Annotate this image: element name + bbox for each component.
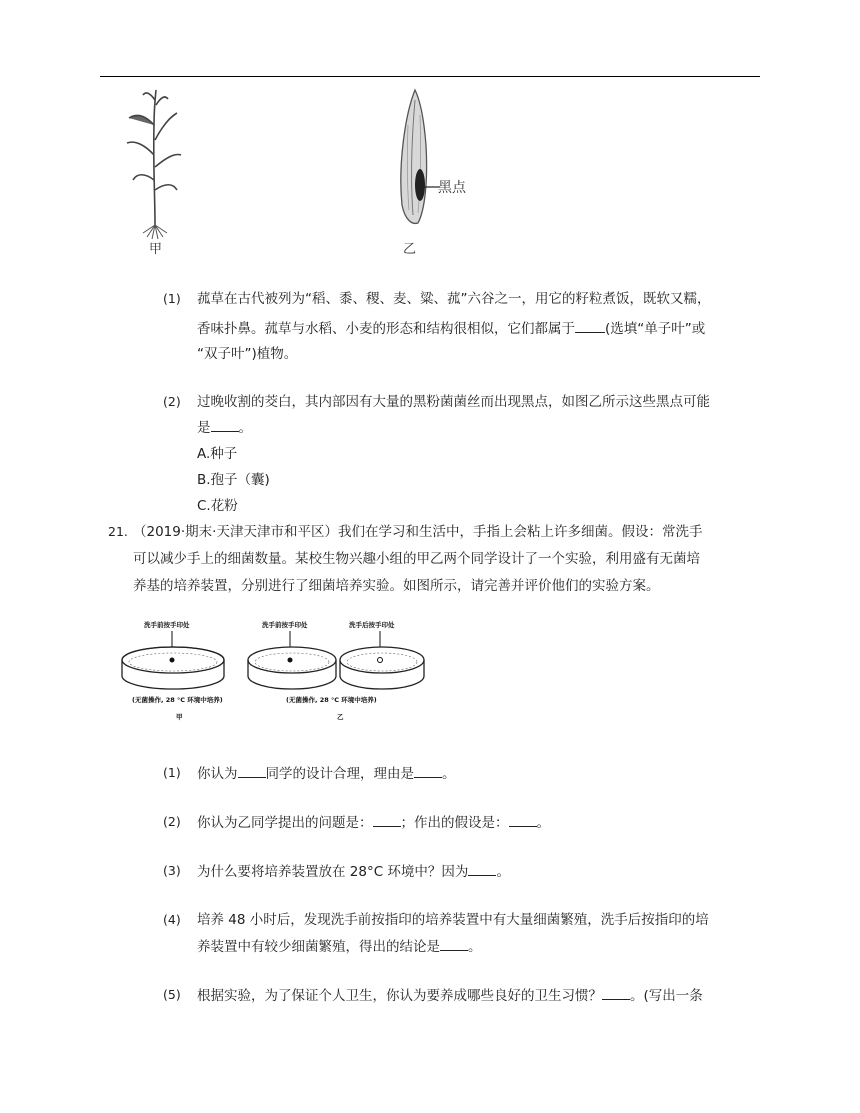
petri-dish-figure — [118, 610, 448, 730]
q21-number: 21. — [108, 524, 128, 539]
plant-jia-label: 甲 — [149, 242, 163, 257]
answer-blank[interactable] — [238, 763, 266, 778]
answer-blank[interactable] — [468, 861, 496, 876]
q20-option-c[interactable]: C.花粉 — [197, 498, 238, 514]
answer-blank[interactable] — [440, 936, 468, 951]
answer-blank[interactable] — [509, 812, 537, 827]
dish-jia — [122, 620, 224, 689]
dish3-label: 洗手后按手印处 — [349, 621, 395, 629]
q20-sub1-number: (1) — [163, 291, 181, 306]
q21-sub2-number: (2) — [163, 814, 181, 829]
q20-sub1-line2: 香味扑鼻。菰草与水稻、小麦的形态和结构很相似，它们都属于 (选填“单子叶”或 — [197, 318, 705, 339]
q21-line3: 养基的培养装置，分别进行了细菌培养实验。如图所示，请完善并评价他们的实验方案。 — [133, 578, 660, 594]
dish1-label: 洗手前按手印处 — [144, 621, 190, 629]
dish-yi-after — [340, 620, 424, 689]
q21-sub3-line: 为什么要将培养装置放在 28°C 环境中？因为 。 — [197, 861, 510, 882]
note-yi: (无菌操作, 28 °C 环境中培养) — [286, 696, 377, 704]
q21-sub1-number: (1) — [163, 765, 181, 780]
q20-sub1-line3: “双子叶”)植物。 — [197, 346, 298, 362]
plant-yi-label: 乙 — [403, 242, 417, 257]
q21-sub5-number: (5) — [163, 987, 181, 1002]
q20-sub2-number: (2) — [163, 394, 181, 409]
q21-sub5-line: 根据实验，为了保证个人卫生，你认为要养成哪些良好的卫生习惯？ 。(写出一条 — [197, 985, 703, 1006]
answer-blank[interactable] — [414, 763, 442, 778]
q20-option-b[interactable]: B.孢子（囊) — [197, 472, 270, 488]
dish2-label: 洗手前按手印处 — [262, 621, 308, 629]
answer-blank[interactable] — [211, 417, 239, 432]
q21-line1: （2019·期末·天津天津市和平区）我们在学习和生活中，手指上会粘上许多细菌。假设：常洗手 — [133, 524, 703, 540]
cap-yi: 乙 — [337, 713, 344, 721]
q21-line2: 可以减少手上的细菌数量。某校生物兴趣小组的甲乙两个同学设计了一个实验，利用盛有无菌培 — [133, 551, 700, 567]
q21-sub4-line1: 培养 48 小时后，发现洗手前按指印的培养装置中有大量细菌繁殖，洗手后按指印的培 — [197, 912, 709, 928]
answer-blank[interactable] — [575, 318, 605, 333]
dish-yi-before — [248, 620, 336, 689]
q20-sub2-line1: 过晚收割的茭白，其内部因有大量的黑粉菌菌丝而出现黑点，如图乙所示这些黑点可能 — [197, 394, 710, 410]
q21-sub1-line: 你认为 同学的设计合理，理由是 。 — [197, 763, 456, 784]
q21-sub2-line: 你认为乙同学提出的问题是： ；作出的假设是： 。 — [197, 812, 550, 833]
header-rule — [100, 76, 760, 77]
q21-sub4-number: (4) — [163, 912, 181, 927]
q20-sub2-line2: 是 。 — [197, 417, 252, 438]
note-jia: (无菌操作, 28 °C 环境中培养) — [132, 696, 223, 704]
q21-sub4-line2: 养装置中有较少细菌繁殖，得出的结论是 。 — [197, 936, 482, 957]
answer-blank[interactable] — [602, 985, 630, 1000]
black-dot-label: 黑点 — [438, 180, 466, 196]
plant-jia-figure — [115, 85, 195, 260]
plant-yi-figure — [380, 85, 490, 260]
q20-sub1-line1: 菰草在古代被列为“稻、黍、稷、麦、粱、菰”六谷之一，用它的籽粒煮饭，既软又糯， — [197, 291, 711, 307]
q20-option-a[interactable]: A.种子 — [197, 446, 238, 462]
cap-jia: 甲 — [176, 713, 183, 721]
q21-sub3-number: (3) — [163, 863, 181, 878]
answer-blank[interactable] — [373, 812, 401, 827]
